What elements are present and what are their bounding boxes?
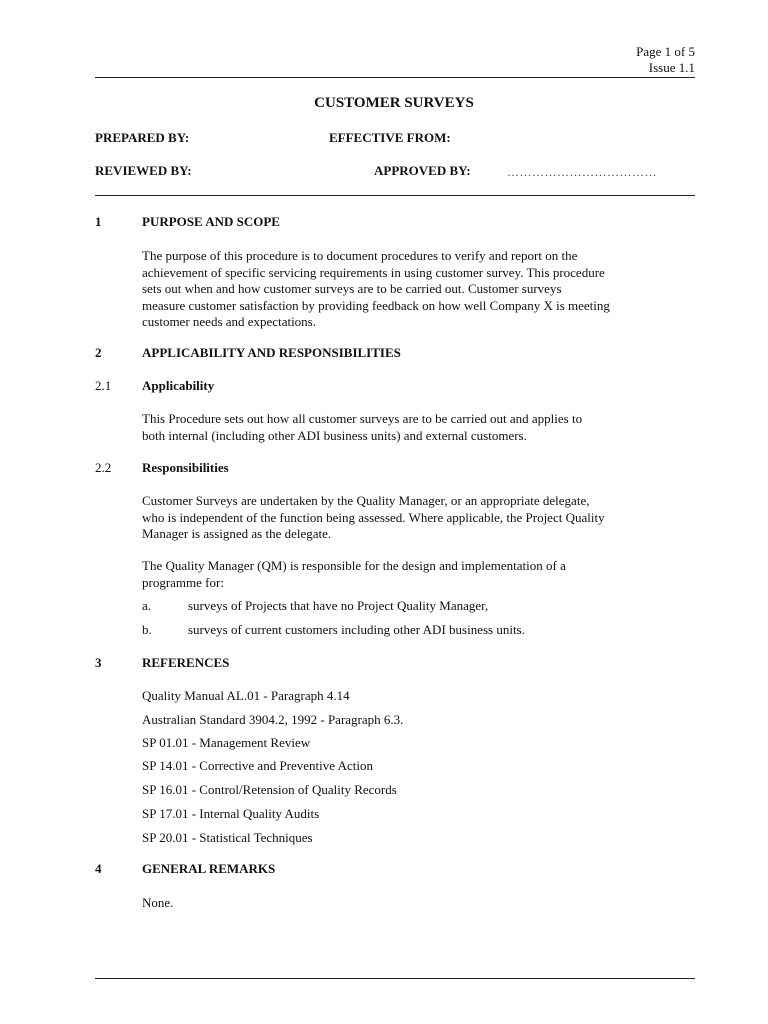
document-title: CUSTOMER SURVEYS <box>314 95 474 111</box>
text-line: This Procedure sets out how all customer surveys are to be carried out and applies to <box>142 411 583 426</box>
section-1-number: 1 <box>95 214 102 229</box>
section-4-title: GENERAL REMARKS <box>142 861 276 876</box>
text-line: Manager is assigned as the delegate. <box>142 526 332 541</box>
reference-item: Quality Manual AL.01 - Paragraph 4.14 <box>142 688 350 703</box>
list-item-label: a. <box>142 598 152 613</box>
section-2-1-title: Applicability <box>142 378 215 393</box>
issue-number: Issue 1.1 <box>648 60 695 75</box>
list-item-text: surveys of current customers including other ADI business units. <box>188 622 525 637</box>
reference-item: SP 01.01 - Management Review <box>142 735 311 750</box>
section-1-body <box>142 248 702 331</box>
reference-item: SP 17.01 - Internal Quality Audits <box>142 806 320 821</box>
text-line: The purpose of this procedure is to document procedures to verify and report on the <box>142 248 578 263</box>
section-1-title: PURPOSE AND SCOPE <box>142 214 280 229</box>
reviewed-by-label: REVIEWED BY: <box>95 163 192 178</box>
approved-by-label: APPROVED BY: <box>374 163 471 178</box>
text-line: The Quality Manager (QM) is responsible for the design and implementation of a <box>142 558 566 573</box>
section-3-number: 3 <box>95 655 102 670</box>
text-line: customer needs and expectations. <box>142 314 316 329</box>
text-line: achievement of specific servicing requirements in using customer survey. This procedure <box>142 264 605 280</box>
section-2-number: 2 <box>95 345 102 360</box>
prepared-by-label: PREPARED BY: <box>95 130 190 145</box>
section-4-number: 4 <box>95 861 102 876</box>
section-2-2-paragraph-1 <box>142 493 702 543</box>
list-item-label: b. <box>142 622 152 637</box>
text-line: both internal (including other ADI business units) and external customers. <box>142 427 527 443</box>
header-rule <box>95 77 695 78</box>
section-3-title: REFERENCES <box>142 655 230 670</box>
section-2-2-paragraph-2 <box>142 558 702 591</box>
section-2-1-body <box>142 411 702 444</box>
text-line: measure customer satisfaction by providing feedback on how well Company X is meeting <box>142 297 610 313</box>
text-line: Customer Surveys are undertaken by the Quality Manager, or an appropriate delegate, <box>142 493 590 508</box>
reference-item: SP 20.01 - Statistical Techniques <box>142 830 313 845</box>
footer-rule <box>95 978 695 979</box>
meta-rule <box>95 195 695 196</box>
text-line: sets out when and how customer surveys are to be carried out. Customer surveys <box>142 281 562 296</box>
approved-by-signature-line: ……………………………… <box>507 165 657 179</box>
section-2-title: APPLICABILITY AND RESPONSIBILITIES <box>142 345 401 360</box>
section-2-2-number: 2.2 <box>95 460 112 475</box>
reference-item: SP 14.01 - Corrective and Preventive Action <box>142 758 373 773</box>
reference-item: Australian Standard 3904.2, 1992 - Paragraph 6.3. <box>142 712 404 727</box>
text-line: who is independent of the function being assessed. Where applicable, the Project Quality <box>142 509 605 525</box>
reference-item: SP 16.01 - Control/Retension of Quality Records <box>142 782 397 797</box>
text-line: programme for: <box>142 574 224 590</box>
list-item-text: surveys of Projects that have no Project Quality Manager, <box>188 598 489 613</box>
effective-from-label: EFFECTIVE FROM: <box>329 130 451 145</box>
section-4-body: None. <box>142 895 174 910</box>
section-2-1-number: 2.1 <box>95 378 112 393</box>
section-2-2-title: Responsibilities <box>142 460 229 475</box>
page-number: Page 1 of 5 <box>636 44 695 59</box>
